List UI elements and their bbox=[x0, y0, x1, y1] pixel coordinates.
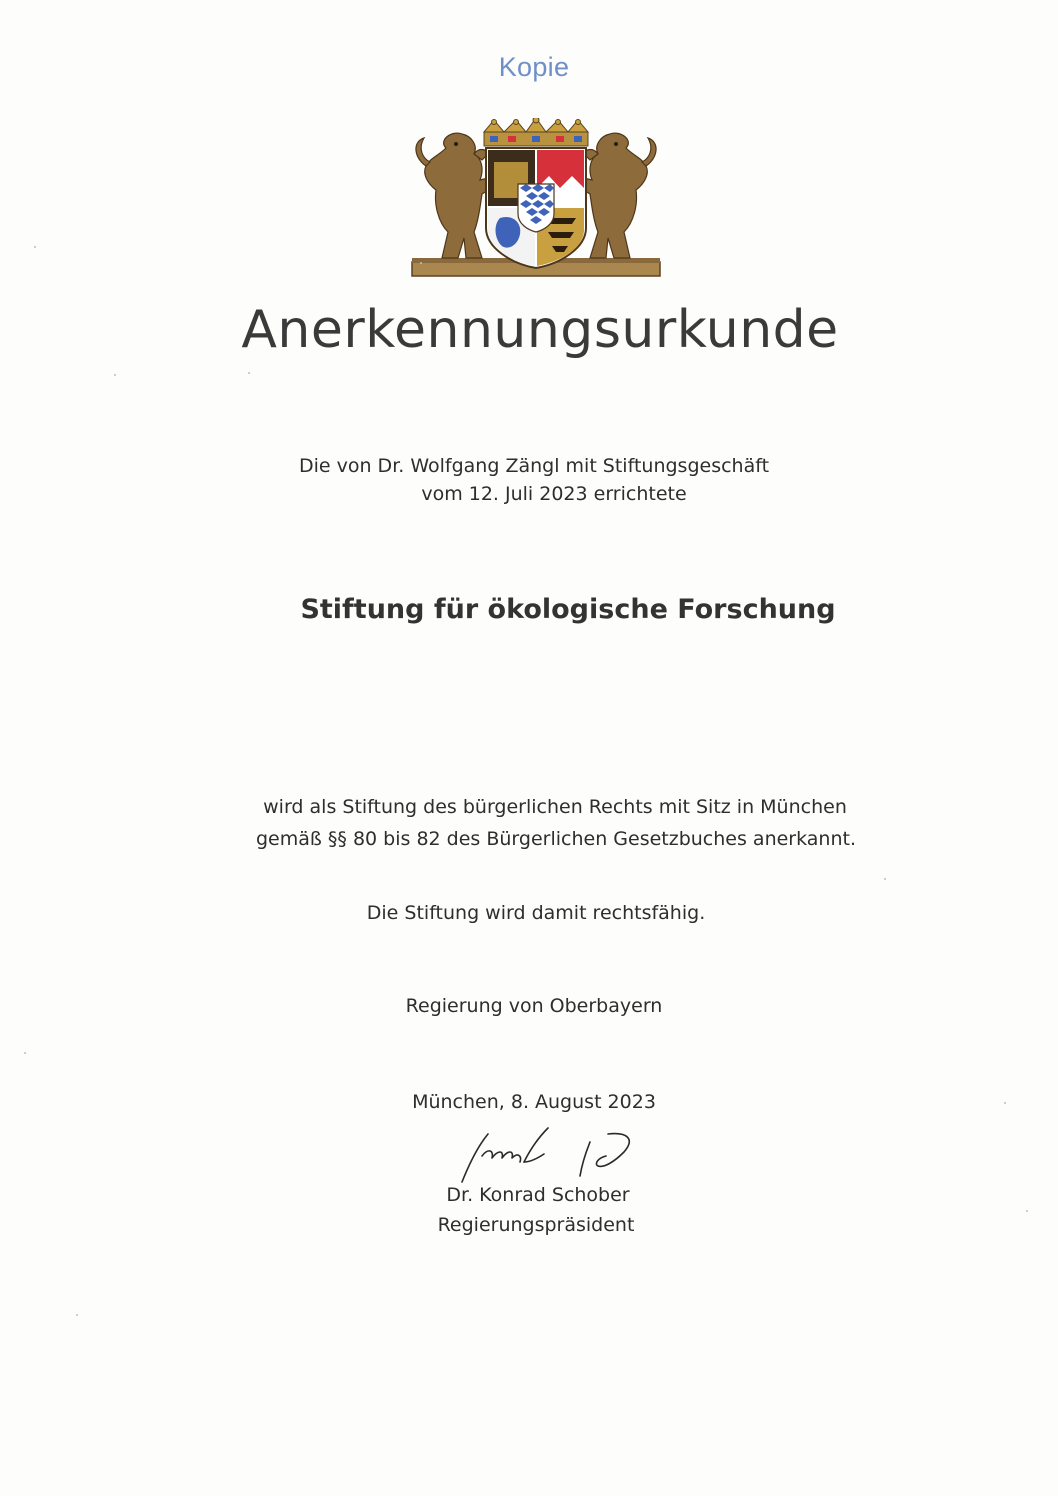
scan-speck bbox=[114, 374, 116, 376]
body-line-2: gemäß §§ 80 bis 82 des Bürgerlichen Gesetzbuches anerkannt. bbox=[256, 828, 856, 850]
coat-of-arms-icon bbox=[408, 118, 664, 280]
body-line-3: Die Stiftung wird damit rechtsfähig. bbox=[366, 902, 706, 924]
scan-speck bbox=[884, 878, 886, 880]
scan-speck bbox=[420, 262, 422, 264]
intro-line-1: Die von Dr. Wolfgang Zängl mit Stiftungsgeschäft bbox=[298, 455, 770, 477]
issuing-authority: Regierung von Oberbayern bbox=[405, 995, 663, 1017]
scan-speck bbox=[34, 246, 36, 248]
scan-speck bbox=[248, 372, 250, 374]
signatory-role: Regierungspräsident bbox=[437, 1214, 635, 1236]
intro-line-2: vom 12. Juli 2023 errichtete bbox=[421, 483, 687, 505]
scan-speck bbox=[76, 1314, 78, 1316]
foundation-name: Stiftung für ökologische Forschung bbox=[300, 594, 836, 625]
signatory-name: Dr. Konrad Schober bbox=[446, 1184, 630, 1206]
body-line-1: wird als Stiftung des bürgerlichen Rechts mit Sitz in München bbox=[263, 796, 847, 818]
scan-speck bbox=[1026, 1210, 1028, 1212]
place-and-date: München, 8. August 2023 bbox=[412, 1091, 656, 1113]
document-title: Anerkennungsurkunde bbox=[241, 300, 839, 360]
copy-stamp: Kopie bbox=[498, 52, 570, 82]
scan-speck bbox=[1004, 1102, 1006, 1104]
scan-speck bbox=[24, 1052, 26, 1054]
